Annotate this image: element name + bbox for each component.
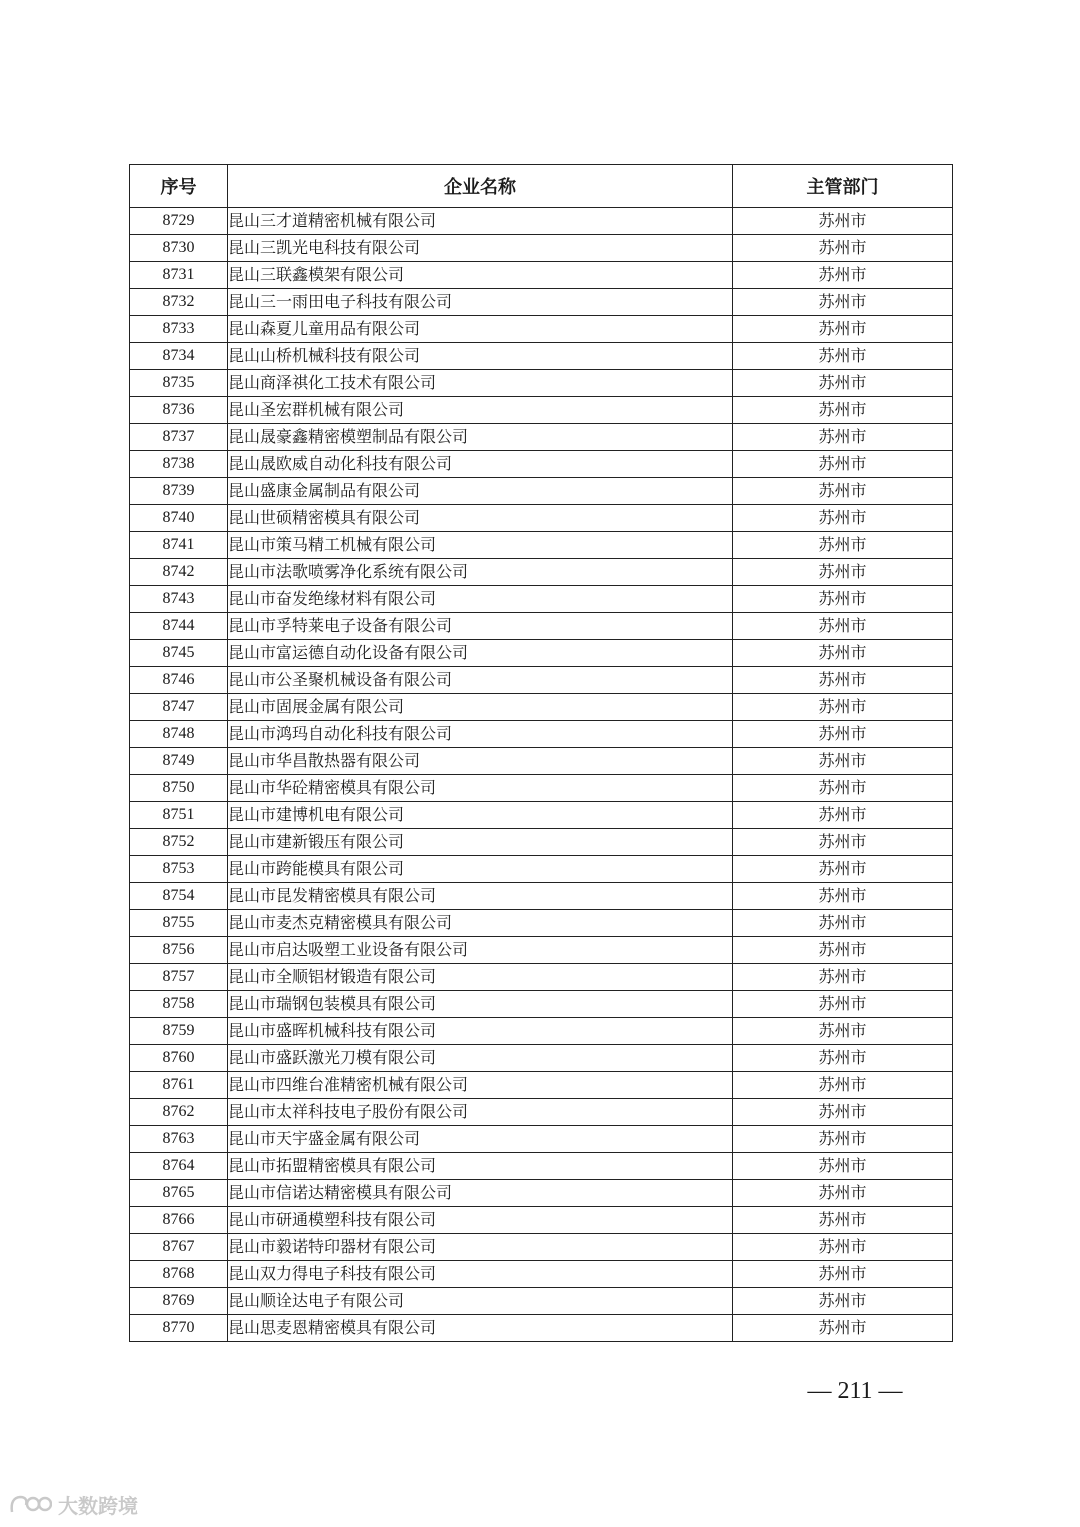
- table-row: [130, 667, 953, 694]
- enterprise-name-cell: 昆山商泽祺化工技术有限公司: [228, 370, 733, 397]
- department-cell: 苏州市: [733, 883, 953, 910]
- enterprise-name-cell: 昆山市信诺达精密模具有限公司: [228, 1180, 733, 1207]
- enterprise-name-cell: 昆山市太祥科技电子股份有限公司: [228, 1099, 733, 1126]
- enterprise-name-cell: 昆山市建新锻压有限公司: [228, 829, 733, 856]
- serial-number-cell: 8755: [130, 910, 228, 937]
- table-row: [130, 721, 953, 748]
- serial-number-cell: 8729: [130, 208, 228, 235]
- enterprise-name-cell: 昆山市研通模塑科技有限公司: [228, 1207, 733, 1234]
- serial-number-cell: 8733: [130, 316, 228, 343]
- enterprise-name-cell: 昆山市天宇盛金属有限公司: [228, 1126, 733, 1153]
- table-row: [130, 1315, 953, 1342]
- table-row: [130, 856, 953, 883]
- department-cell: 苏州市: [733, 640, 953, 667]
- department-cell: 苏州市: [733, 262, 953, 289]
- serial-number-cell: 8749: [130, 748, 228, 775]
- department-cell: 苏州市: [733, 370, 953, 397]
- serial-number-cell: 8758: [130, 991, 228, 1018]
- enterprise-name-cell: 昆山市拓盟精密模具有限公司: [228, 1153, 733, 1180]
- table-row: [130, 1018, 953, 1045]
- serial-number-cell: 8741: [130, 532, 228, 559]
- table-row: [130, 775, 953, 802]
- enterprise-name-cell: 昆山市昆发精密模具有限公司: [228, 883, 733, 910]
- serial-number-cell: 8742: [130, 559, 228, 586]
- watermark-logo-icon: [8, 1492, 52, 1516]
- department-cell: 苏州市: [733, 964, 953, 991]
- table-header: [130, 165, 953, 208]
- department-cell: 苏州市: [733, 424, 953, 451]
- enterprise-name-cell: 昆山市跨能模具有限公司: [228, 856, 733, 883]
- department-cell: 苏州市: [733, 991, 953, 1018]
- department-cell: 苏州市: [733, 856, 953, 883]
- serial-number-cell: 8759: [130, 1018, 228, 1045]
- enterprise-name-cell: 昆山市公圣聚机械设备有限公司: [228, 667, 733, 694]
- enterprise-name-cell: 昆山晟欧威自动化科技有限公司: [228, 451, 733, 478]
- serial-number-cell: 8740: [130, 505, 228, 532]
- serial-number-cell: 8769: [130, 1288, 228, 1315]
- serial-number-cell: 8763: [130, 1126, 228, 1153]
- table-row: [130, 1261, 953, 1288]
- table-row: [130, 1099, 953, 1126]
- enterprise-name-cell: 昆山晟豪鑫精密模塑制品有限公司: [228, 424, 733, 451]
- table-row: [130, 802, 953, 829]
- serial-number-cell: 8748: [130, 721, 228, 748]
- department-cell: 苏州市: [733, 1207, 953, 1234]
- department-cell: 苏州市: [733, 1018, 953, 1045]
- enterprise-name-cell: 昆山市启达吸塑工业设备有限公司: [228, 937, 733, 964]
- table-row: [130, 586, 953, 613]
- serial-number-cell: 8735: [130, 370, 228, 397]
- table-row: [130, 991, 953, 1018]
- table-row: [130, 829, 953, 856]
- serial-number-cell: 8738: [130, 451, 228, 478]
- department-cell: 苏州市: [733, 1045, 953, 1072]
- table-row: [130, 478, 953, 505]
- table-row: [130, 910, 953, 937]
- serial-number-cell: 8767: [130, 1234, 228, 1261]
- department-cell: 苏州市: [733, 694, 953, 721]
- department-cell: 苏州市: [733, 775, 953, 802]
- department-cell: 苏州市: [733, 1153, 953, 1180]
- table-row: [130, 883, 953, 910]
- serial-number-cell: 8764: [130, 1153, 228, 1180]
- table-row: [130, 1288, 953, 1315]
- department-cell: 苏州市: [733, 586, 953, 613]
- serial-number-cell: 8746: [130, 667, 228, 694]
- enterprise-name-cell: 昆山三凯光电科技有限公司: [228, 235, 733, 262]
- enterprise-name-cell: 昆山圣宏群机械有限公司: [228, 397, 733, 424]
- table-row: [130, 1126, 953, 1153]
- department-cell: 苏州市: [733, 1099, 953, 1126]
- serial-number-cell: 8762: [130, 1099, 228, 1126]
- enterprise-name-cell: 昆山市盛晖机械科技有限公司: [228, 1018, 733, 1045]
- table-row: [130, 613, 953, 640]
- department-cell: 苏州市: [733, 505, 953, 532]
- enterprise-name-cell: 昆山市毅诺特印器材有限公司: [228, 1234, 733, 1261]
- serial-number-cell: 8751: [130, 802, 228, 829]
- header-serial-number: 序号: [130, 165, 228, 208]
- serial-number-cell: 8765: [130, 1180, 228, 1207]
- serial-number-cell: 8757: [130, 964, 228, 991]
- department-cell: 苏州市: [733, 1180, 953, 1207]
- department-cell: 苏州市: [733, 1315, 953, 1342]
- serial-number-cell: 8756: [130, 937, 228, 964]
- department-cell: 苏州市: [733, 208, 953, 235]
- serial-number-cell: 8768: [130, 1261, 228, 1288]
- department-cell: 苏州市: [733, 1072, 953, 1099]
- department-cell: 苏州市: [733, 1126, 953, 1153]
- serial-number-cell: 8747: [130, 694, 228, 721]
- department-cell: 苏州市: [733, 289, 953, 316]
- enterprise-name-cell: 昆山市麦杰克精密模具有限公司: [228, 910, 733, 937]
- table-row: [130, 532, 953, 559]
- table-row: [130, 1153, 953, 1180]
- serial-number-cell: 8734: [130, 343, 228, 370]
- enterprise-name-cell: 昆山市法歌喷雾净化系统有限公司: [228, 559, 733, 586]
- table-row: [130, 343, 953, 370]
- table-row: [130, 262, 953, 289]
- enterprise-name-cell: 昆山市建博机电有限公司: [228, 802, 733, 829]
- table-row: [130, 316, 953, 343]
- header-enterprise-name: 企业名称: [228, 165, 733, 208]
- table-row: [130, 289, 953, 316]
- department-cell: 苏州市: [733, 451, 953, 478]
- serial-number-cell: 8744: [130, 613, 228, 640]
- table-row: [130, 208, 953, 235]
- serial-number-cell: 8739: [130, 478, 228, 505]
- table-row: [130, 1207, 953, 1234]
- table-row: [130, 937, 953, 964]
- table-row: [130, 505, 953, 532]
- department-cell: 苏州市: [733, 748, 953, 775]
- enterprise-name-cell: 昆山市孚特莱电子设备有限公司: [228, 613, 733, 640]
- enterprise-name-cell: 昆山双力得电子科技有限公司: [228, 1261, 733, 1288]
- table-row: [130, 1045, 953, 1072]
- enterprise-name-cell: 昆山三一雨田电子科技有限公司: [228, 289, 733, 316]
- table-row: [130, 694, 953, 721]
- serial-number-cell: 8760: [130, 1045, 228, 1072]
- table-row: [130, 1180, 953, 1207]
- department-cell: 苏州市: [733, 478, 953, 505]
- enterprise-name-cell: 昆山市全顺铝材锻造有限公司: [228, 964, 733, 991]
- table-row: [130, 1234, 953, 1261]
- watermark: [8, 1490, 138, 1518]
- enterprise-name-cell: 昆山山桥机械科技有限公司: [228, 343, 733, 370]
- department-cell: 苏州市: [733, 532, 953, 559]
- department-cell: 苏州市: [733, 613, 953, 640]
- header-department: 主管部门: [733, 165, 953, 208]
- serial-number-cell: 8761: [130, 1072, 228, 1099]
- serial-number-cell: 8752: [130, 829, 228, 856]
- department-cell: 苏州市: [733, 397, 953, 424]
- serial-number-cell: 8770: [130, 1315, 228, 1342]
- department-cell: 苏州市: [733, 1288, 953, 1315]
- enterprise-name-cell: 昆山市富运德自动化设备有限公司: [228, 640, 733, 667]
- enterprise-name-cell: 昆山市盛跃激光刀模有限公司: [228, 1045, 733, 1072]
- serial-number-cell: 8766: [130, 1207, 228, 1234]
- serial-number-cell: 8732: [130, 289, 228, 316]
- table-body: [130, 208, 953, 1342]
- serial-number-cell: 8736: [130, 397, 228, 424]
- serial-number-cell: 8737: [130, 424, 228, 451]
- department-cell: 苏州市: [733, 667, 953, 694]
- table-row: [130, 1072, 953, 1099]
- serial-number-cell: 8745: [130, 640, 228, 667]
- enterprise-name-cell: 昆山三联鑫模架有限公司: [228, 262, 733, 289]
- table-row: [130, 397, 953, 424]
- serial-number-cell: 8743: [130, 586, 228, 613]
- enterprise-name-cell: 昆山盛康金属制品有限公司: [228, 478, 733, 505]
- enterprise-table: [129, 164, 953, 1342]
- department-cell: 苏州市: [733, 343, 953, 370]
- enterprise-name-cell: 昆山市策马精工机械有限公司: [228, 532, 733, 559]
- enterprise-name-cell: 昆山思麦恩精密模具有限公司: [228, 1315, 733, 1342]
- enterprise-name-cell: 昆山顺诠达电子有限公司: [228, 1288, 733, 1315]
- serial-number-cell: 8731: [130, 262, 228, 289]
- department-cell: 苏州市: [733, 559, 953, 586]
- header-row: [130, 165, 953, 208]
- department-cell: 苏州市: [733, 235, 953, 262]
- serial-number-cell: 8750: [130, 775, 228, 802]
- table-row: [130, 964, 953, 991]
- enterprise-name-cell: 昆山世硕精密模具有限公司: [228, 505, 733, 532]
- department-cell: 苏州市: [733, 1261, 953, 1288]
- department-cell: 苏州市: [733, 937, 953, 964]
- table-row: [130, 748, 953, 775]
- department-cell: 苏州市: [733, 1234, 953, 1261]
- department-cell: 苏州市: [733, 829, 953, 856]
- enterprise-name-cell: 昆山市奋发绝缘材料有限公司: [228, 586, 733, 613]
- enterprise-name-cell: 昆山市四维台准精密机械有限公司: [228, 1072, 733, 1099]
- serial-number-cell: 8753: [130, 856, 228, 883]
- department-cell: 苏州市: [733, 910, 953, 937]
- table-row: [130, 370, 953, 397]
- watermark-text: 大数跨境: [58, 1493, 138, 1518]
- table-row: [130, 451, 953, 478]
- table-row: [130, 559, 953, 586]
- serial-number-cell: 8730: [130, 235, 228, 262]
- enterprise-name-cell: 昆山三才道精密机械有限公司: [228, 208, 733, 235]
- enterprise-name-cell: 昆山市华砼精密模具有限公司: [228, 775, 733, 802]
- table-row: [130, 235, 953, 262]
- enterprise-name-cell: 昆山市瑞钢包装模具有限公司: [228, 991, 733, 1018]
- page-number: — 211 —: [807, 1378, 903, 1404]
- enterprise-name-cell: 昆山市鸿玛自动化科技有限公司: [228, 721, 733, 748]
- enterprise-name-cell: 昆山市华昌散热器有限公司: [228, 748, 733, 775]
- enterprise-name-cell: 昆山森夏儿童用品有限公司: [228, 316, 733, 343]
- department-cell: 苏州市: [733, 802, 953, 829]
- department-cell: 苏州市: [733, 316, 953, 343]
- table-row: [130, 424, 953, 451]
- enterprise-name-cell: 昆山市固展金属有限公司: [228, 694, 733, 721]
- table-row: [130, 640, 953, 667]
- serial-number-cell: 8754: [130, 883, 228, 910]
- department-cell: 苏州市: [733, 721, 953, 748]
